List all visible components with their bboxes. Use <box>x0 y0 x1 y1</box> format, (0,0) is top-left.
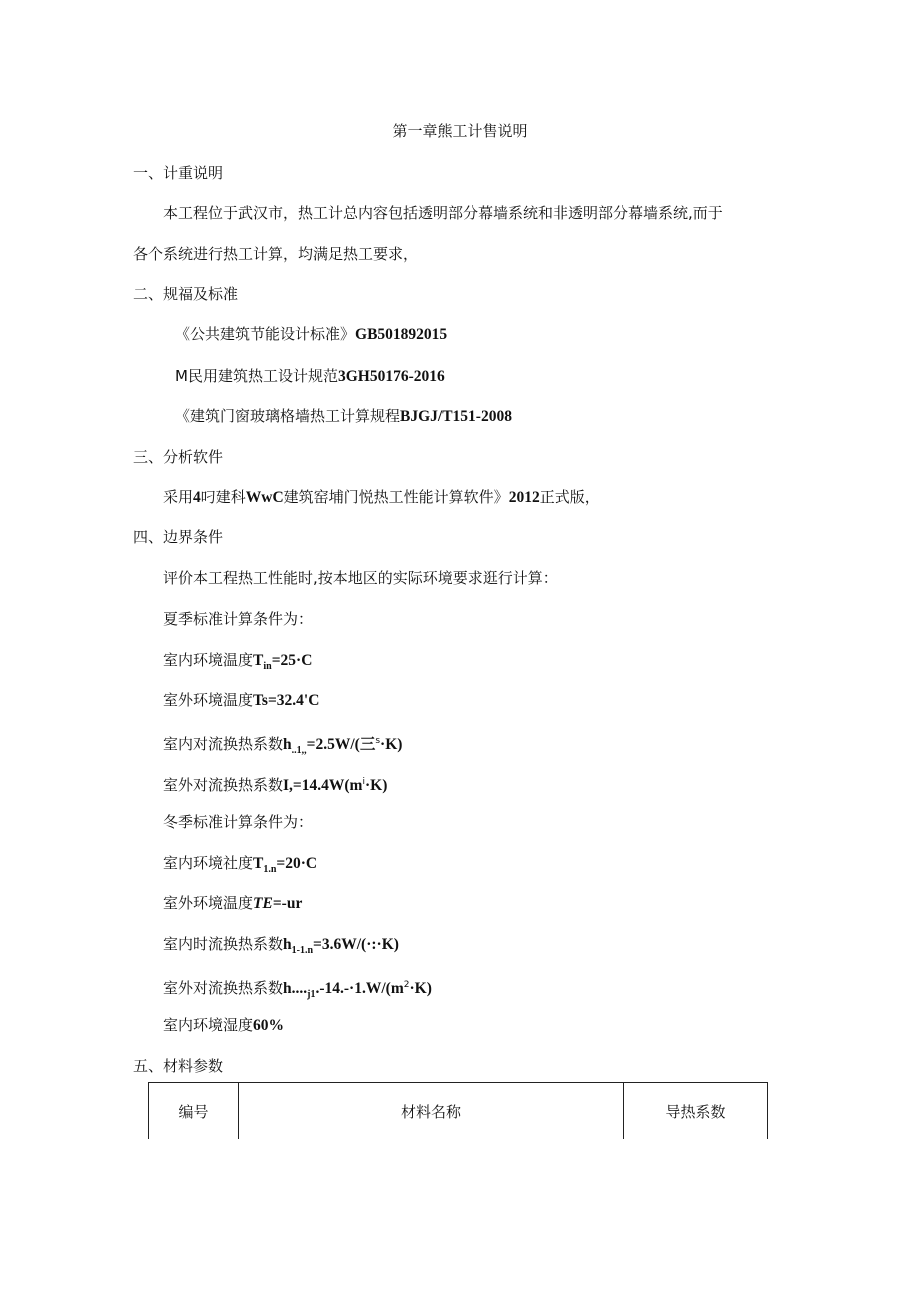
subscript: 1.n <box>263 864 277 875</box>
symbol: h <box>283 736 292 753</box>
winter-outdoor-temperature <box>163 893 302 914</box>
value: =20·C <box>276 855 318 872</box>
page-title: 第一章熊工计售说明 <box>392 122 528 140</box>
software-text-6: 正式版， <box>539 488 600 506</box>
label: 室内环境湿度 <box>163 1016 254 1034</box>
unit: ·K) <box>380 736 403 753</box>
label: 室外环境温度 <box>163 894 254 912</box>
summer-conditions-label: 夏季标准计算条件为： <box>163 610 314 628</box>
label: 室内时流换热系数 <box>163 935 284 953</box>
header-number: 编号 <box>149 1083 239 1140</box>
section-1-paragraph-line-2: 各个系统进行热工计算，均满足热工要求， <box>133 245 419 263</box>
winter-indoor-convection <box>163 934 399 961</box>
header-material-name: 材料名称 <box>239 1083 624 1140</box>
standard-3-code: BJGJ/T151-2008 <box>400 408 512 425</box>
section-1-heading: 一、计重说明 <box>133 164 224 182</box>
standard-3 <box>175 406 512 427</box>
standard-1-name: 《公共建筑节能设计标准》 <box>175 325 356 343</box>
winter-indoor-temperature <box>163 853 317 880</box>
table-header-row <box>149 1083 768 1140</box>
software-text-5: 建筑窑埔门悦热工性能计算软件》 <box>283 488 509 506</box>
software-text-2: 4 <box>193 489 201 506</box>
label: 室内环境社度 <box>163 854 254 872</box>
software-text-4: WwC <box>245 489 284 506</box>
label: 室外对流换热系数 <box>163 979 284 997</box>
header-thermal-conductivity: 导热系数 <box>624 1083 768 1140</box>
material-parameters-table <box>148 1082 768 1139</box>
subscript: 1-1.n <box>291 945 314 956</box>
boundary-intro: 评价本工程热工性能时,按本地区的实际环境要求逛行计算： <box>163 569 558 587</box>
value: =2.5W/(三 <box>306 736 376 753</box>
standard-2-code: 3GH50176-2016 <box>337 368 445 385</box>
standard-1-code: GB501892015 <box>355 326 448 343</box>
summer-indoor-temperature <box>163 650 312 677</box>
value: =-ur <box>272 895 303 912</box>
symbol: h.... <box>283 980 308 997</box>
superscript: i <box>362 777 365 787</box>
winter-conditions-label: 冬季标准计算条件为： <box>163 813 314 831</box>
subscript: ..1,, <box>291 745 307 756</box>
software-text-3: 叼建科 <box>200 488 246 506</box>
standard-2-name: M民用建筑热工设计规范 <box>175 367 338 385</box>
section-1-paragraph-line-1: 本工程位于武汉市，热工计总内容包括透明部分幕墙系统和非透明部分幕墙系统,而于 <box>163 204 723 222</box>
value: I,=14.4W(m <box>283 777 363 794</box>
value: =25·C <box>271 652 313 669</box>
superscript: s <box>375 736 381 746</box>
section-4-heading: 四、边界条件 <box>133 528 224 546</box>
unit: ·K) <box>364 777 388 794</box>
superscript: 2 <box>403 980 410 990</box>
subscript: j1 <box>307 989 316 1000</box>
summer-indoor-convection <box>163 731 402 761</box>
unit: ·K) <box>409 980 432 997</box>
symbol: TE <box>253 895 273 912</box>
symbol: T <box>253 652 264 669</box>
standard-2 <box>175 366 445 387</box>
winter-outdoor-convection <box>163 975 432 1005</box>
value: Ts=32.4'C <box>253 692 320 709</box>
label: 室外对流换热系数 <box>163 776 284 794</box>
value: .-14.-·1.W/(m <box>315 980 404 997</box>
value: =3.6W/(·:·K) <box>313 936 399 953</box>
software-paragraph <box>163 487 600 508</box>
value: 60% <box>253 1017 285 1034</box>
standard-3-name: 《建筑门窗玻璃格墙热工计算规程 <box>175 407 401 425</box>
symbol: h <box>283 936 292 953</box>
symbol: T <box>253 855 264 872</box>
software-text-1: 采用 <box>163 488 194 506</box>
indoor-humidity <box>163 1015 284 1036</box>
label: 室外环境温度 <box>163 691 254 709</box>
section-3-heading: 三、分析软件 <box>133 448 224 466</box>
standard-1 <box>175 324 447 345</box>
label: 室内对流换热系数 <box>163 735 284 753</box>
subscript: in <box>263 661 272 672</box>
label: 室内环境温度 <box>163 651 254 669</box>
section-5-heading: 五、材料参数 <box>133 1057 224 1075</box>
summer-outdoor-temperature <box>163 690 319 711</box>
software-version: 2012 <box>508 489 540 506</box>
summer-outdoor-convection <box>163 772 387 796</box>
section-2-heading: 二、规福及标准 <box>133 285 239 303</box>
